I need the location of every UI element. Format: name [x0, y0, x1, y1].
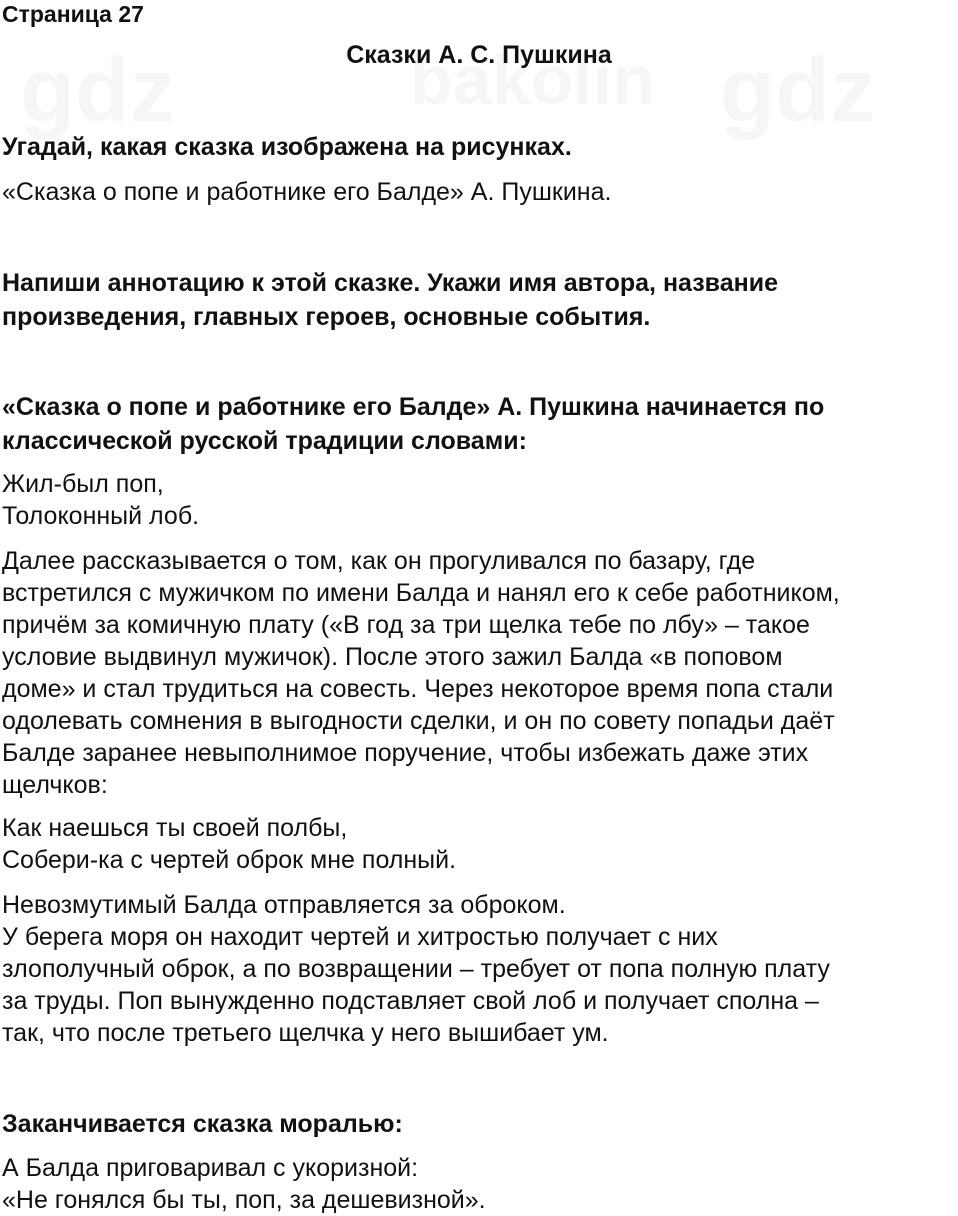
paragraph-1-line: щелчков: — [2, 771, 108, 799]
paragraph-2-line: злополучный оброк, а по возвращении – требует от попа полную плату — [2, 955, 830, 983]
paragraph-2-line: У берега моря он находит чертей и хитростью получает с них — [2, 923, 718, 951]
page-header: Страница 27 — [2, 1, 144, 27]
moral-line-1: А Балда приговаривал с укоризной: — [2, 1154, 419, 1182]
question-2-line-2: произведения, главных героев, основные события. — [2, 303, 651, 331]
moral-heading: Заканчивается сказка моралью: — [2, 1110, 403, 1138]
paragraph-1-line: Балде заранее невыполнимое поручение, чтобы избежать даже этих — [2, 739, 809, 767]
paragraph-2-line: так, что после третьего щелчка у него вышибает ум. — [2, 1019, 609, 1047]
paragraph-1-line: причём за комичную плату («В год за три щелка тебе по лбу» – такое — [2, 611, 810, 639]
verse-1-line-1: Жил-был поп, — [2, 470, 164, 498]
paragraph-1-line: Далее рассказывается о том, как он прогуливался по базару, где — [2, 547, 756, 575]
question-2-line-1: Напиши аннотацию к этой сказке. Укажи имя автора, название — [2, 269, 779, 297]
moral-line-2: «Не гонялся бы ты, поп, за дешевизной». — [2, 1186, 486, 1214]
paragraph-1-line: условие выдвинул мужичок). После этого зажил Балда «в поповом — [2, 643, 783, 671]
paragraph-2-line: Невозмутимый Балда отправляется за оброком. — [2, 891, 566, 919]
verse-2-line-1: Как наешься ты своей полбы, — [2, 814, 348, 842]
section-title: Сказки А. С. Пушкина — [346, 41, 612, 69]
paragraph-1-line: одолевать сомнения в выгодности сделки, и он по совету попадьи даёт — [2, 707, 835, 735]
question-1: Угадай, какая сказка изображена на рисунках. — [2, 133, 572, 161]
paragraph-1-line: доме» и стал трудиться на совесть. Через некоторое время попа стали — [2, 675, 834, 703]
paragraph-1-line: встретился с мужичком по имени Балда и нанял его к себе работником, — [2, 579, 840, 607]
intro-line-1: «Сказка о попе и работнике его Балде» А. Пушкина начинается по — [2, 393, 825, 421]
verse-1-line-2: Толоконный лоб. — [2, 502, 200, 530]
verse-2-line-2: Собери-ка с чертей оброк мне полный. — [2, 846, 457, 874]
paragraph-2-line: за труды. Поп вынужденно подставляет свой лоб и получает сполна – — [2, 987, 819, 1015]
intro-line-2: классической русской традиции словами: — [2, 427, 527, 455]
answer-1: «Сказка о попе и работнике его Балде» А. Пушкина. — [2, 178, 612, 206]
